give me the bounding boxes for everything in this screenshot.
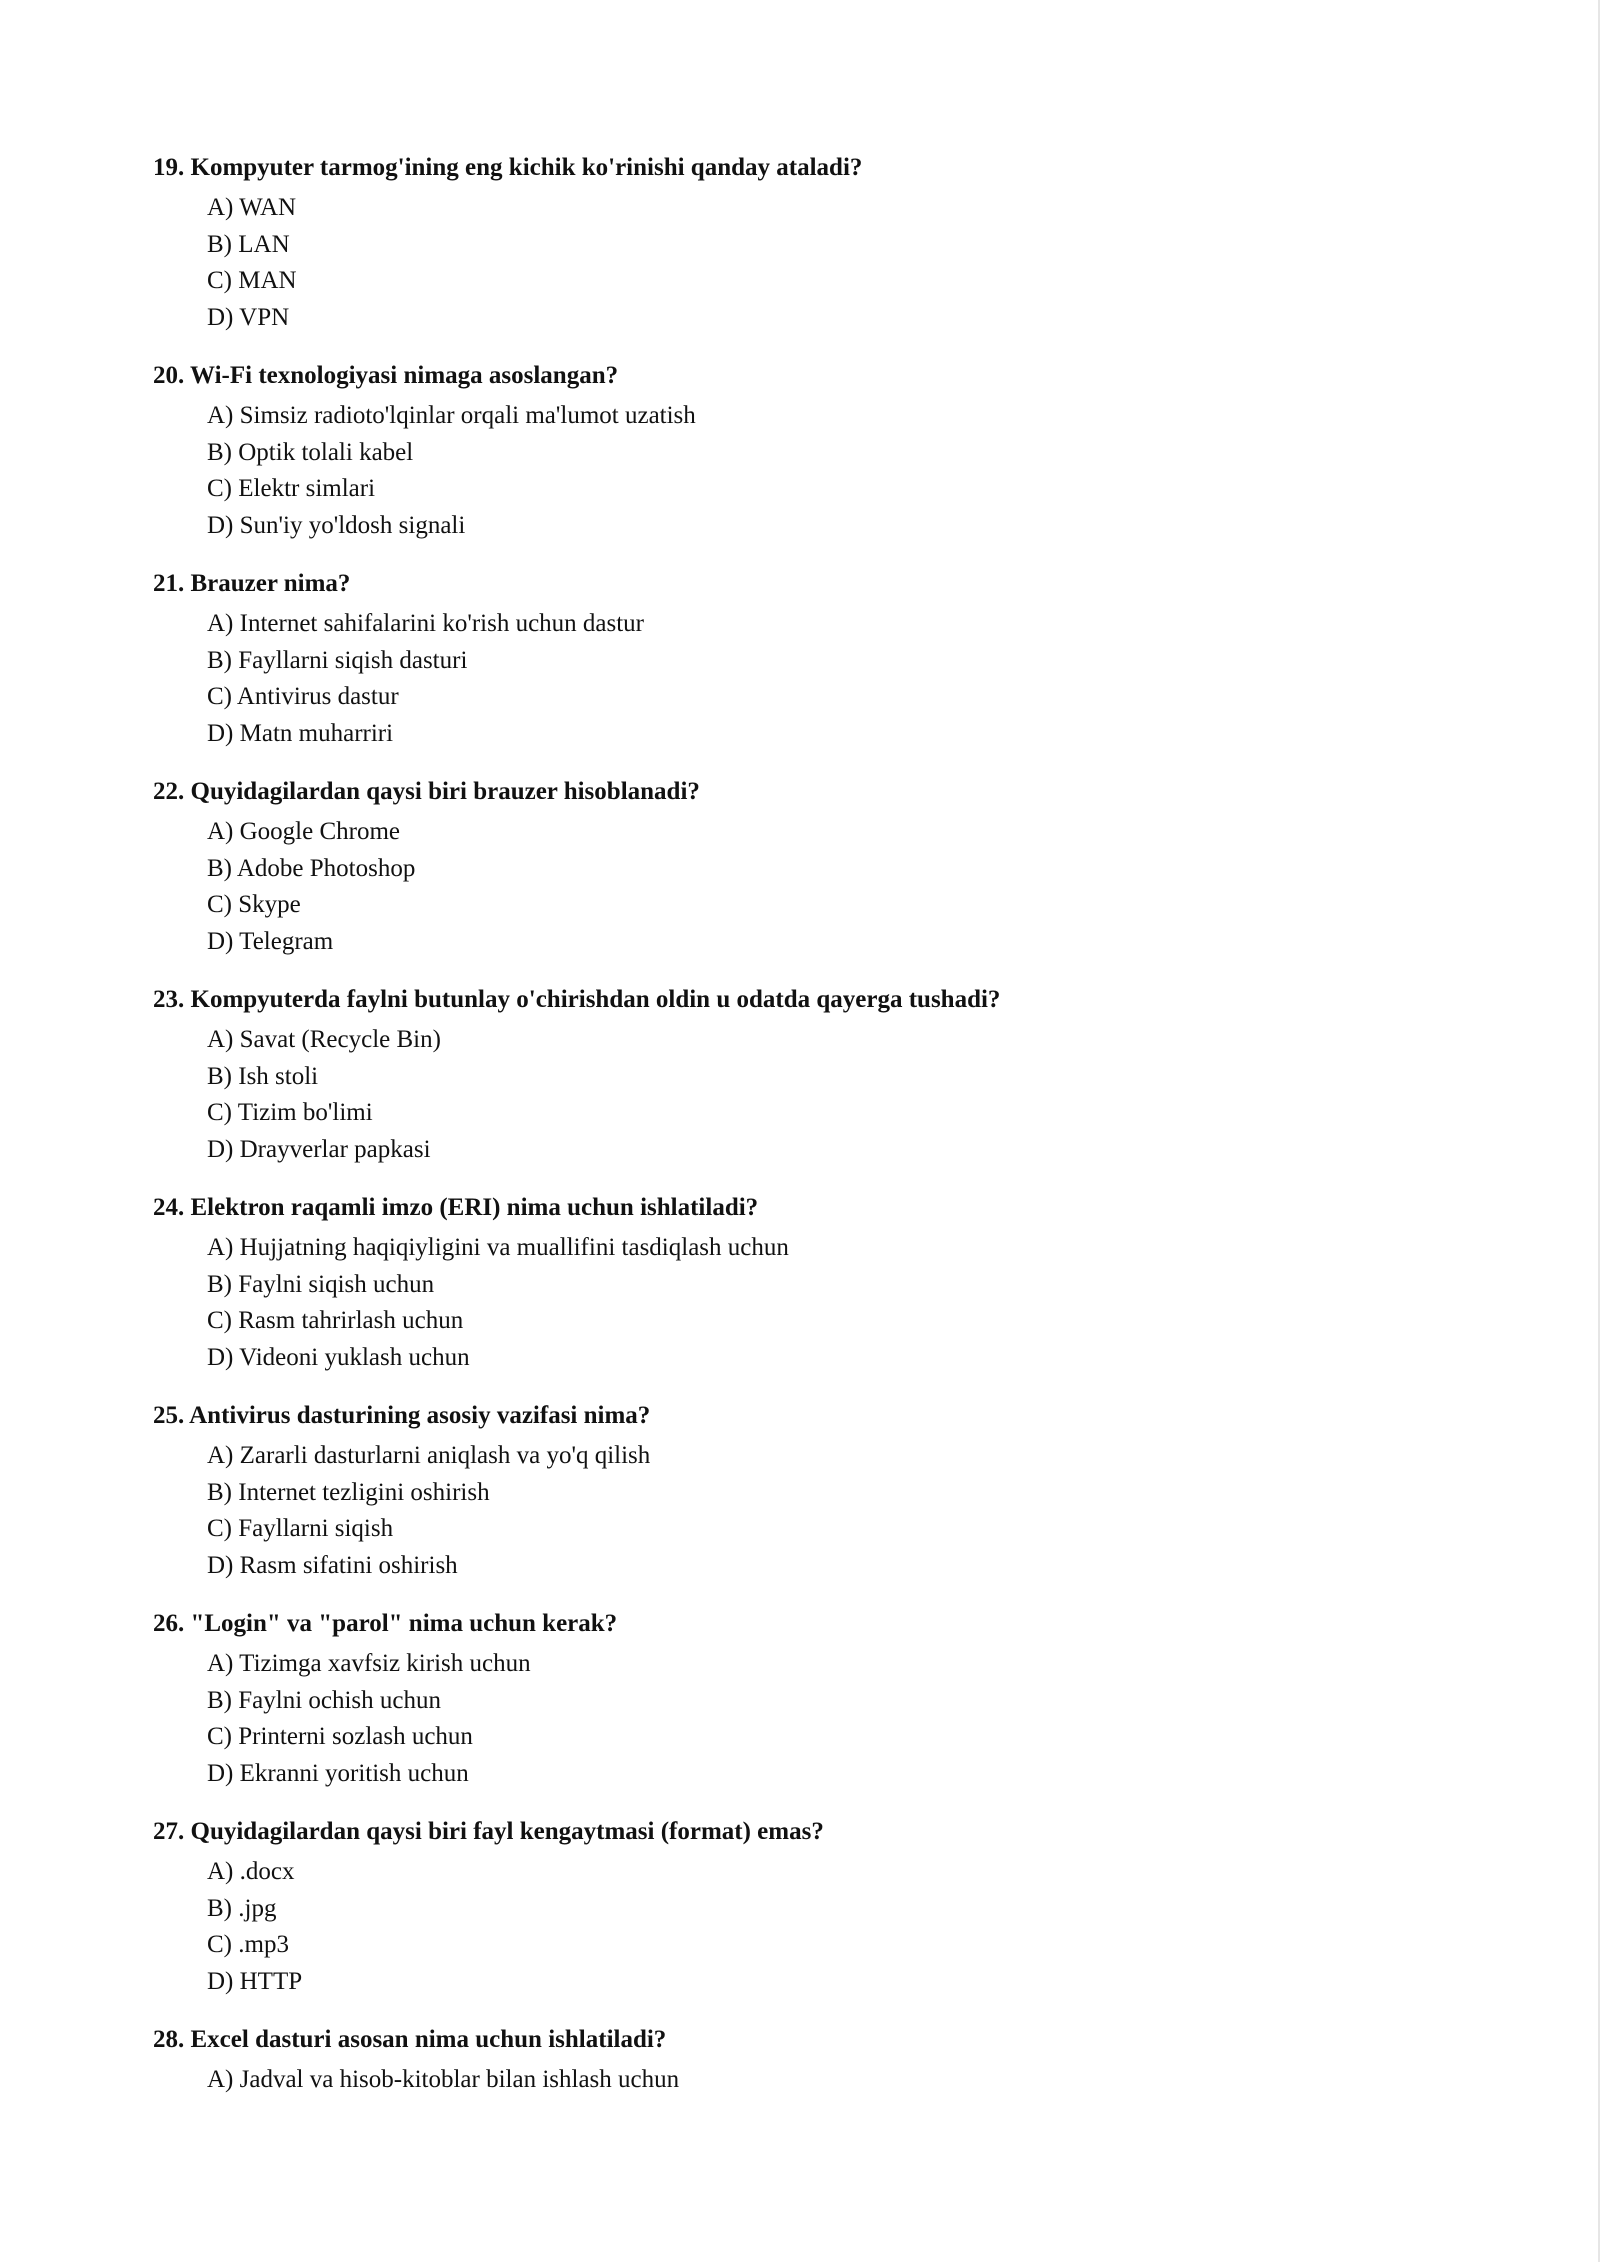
answer-option: D) Drayverlar papkasi (207, 1135, 431, 1163)
answer-option: A) Hujjatning haqiqiyligini va muallifini tasdiqlash uchun (207, 1234, 789, 1261)
answer-option: C) Antivirus dastur (207, 683, 399, 710)
answer-option: D) Rasm sifatini oshirish (207, 1551, 458, 1579)
answer-option: A) .docx (207, 1858, 295, 1885)
answer-options (153, 1646, 1453, 1792)
question-text: 26. "Login" va "parol" nima uchun kerak? (153, 1610, 618, 1637)
question-block (153, 358, 1453, 544)
answer-option: D) Videoni yuklash uchun (207, 1343, 470, 1371)
answer-option: A) Google Chrome (207, 818, 401, 845)
question-block (153, 774, 1453, 960)
question-text: 21. Brauzer nima? (153, 570, 351, 597)
answer-options (153, 1854, 1453, 2000)
answer-option: C) MAN (207, 267, 297, 294)
answer-option: A) Tizimga xavfsiz kirish uchun (207, 1650, 531, 1677)
answer-option: A) Zararli dasturlarni aniqlash va yo'q qilish (207, 1442, 651, 1469)
answer-option: B) .jpg (207, 1894, 277, 1922)
answer-options (153, 398, 1453, 544)
answer-option: A) Savat (Recycle Bin) (207, 1026, 441, 1053)
answer-option: D) Matn muharriri (207, 719, 394, 747)
answer-option: C) Printerni sozlash uchun (207, 1723, 473, 1750)
answer-options (153, 1230, 1453, 1376)
answer-option: D) HTTP (207, 1967, 303, 1995)
answer-option: A) Jadval va hisob-kitoblar bilan ishlash uchun (207, 2066, 680, 2093)
question-block (153, 1190, 1453, 1376)
answer-option: C) Skype (207, 891, 301, 918)
answer-option: B) Ish stoli (207, 1062, 319, 1090)
answer-options (153, 2062, 1453, 2099)
answer-option: B) Faylni ochish uchun (207, 1686, 442, 1714)
answer-options (153, 1022, 1453, 1168)
answer-option: D) Ekranni yoritish uchun (207, 1759, 469, 1787)
question-block (153, 2022, 1453, 2099)
question-block (153, 566, 1453, 752)
question-text: 22. Quyidagilardan qaysi biri brauzer hisoblanadi? (153, 778, 700, 805)
question-list (153, 150, 1453, 2121)
question-block (153, 1814, 1453, 2000)
answer-options (153, 814, 1453, 960)
answer-option: C) Elektr simlari (207, 475, 376, 502)
question-text: 25. Antivirus dasturining asosiy vazifasi nima? (153, 1402, 651, 1429)
answer-option: A) Internet sahifalarini ko'rish uchun dastur (207, 610, 645, 637)
question-text: 27. Quyidagilardan qaysi biri fayl kengaytmasi (format) emas? (153, 1818, 824, 1845)
answer-option: A) WAN (207, 194, 297, 221)
answer-option: D) Telegram (207, 927, 334, 955)
answer-option: D) Sun'iy yo'ldosh signali (207, 511, 466, 539)
answer-option: B) Faylni siqish uchun (207, 1270, 435, 1298)
question-block (153, 982, 1453, 1168)
question-text: 24. Elektron raqamli imzo (ERI) nima uchun ishlatiladi? (153, 1194, 759, 1221)
answer-option: B) Fayllarni siqish dasturi (207, 646, 468, 674)
answer-options (153, 606, 1453, 752)
question-block (153, 1398, 1453, 1584)
question-text: 23. Kompyuterda faylni butunlay o'chirishdan oldin u odatda qayerga tushadi? (153, 986, 1001, 1013)
answer-option: D) VPN (207, 303, 290, 331)
question-text: 28. Excel dasturi asosan nima uchun ishlatiladi? (153, 2026, 667, 2053)
answer-option: B) Optik tolali kabel (207, 438, 414, 466)
answer-option: B) LAN (207, 230, 290, 258)
answer-option: C) Tizim bo'limi (207, 1099, 373, 1126)
answer-options (153, 190, 1453, 336)
question-text: 20. Wi-Fi texnologiyasi nimaga asoslangan? (153, 362, 619, 389)
answer-options (153, 1438, 1453, 1584)
question-block (153, 150, 1453, 336)
answer-option: C) Fayllarni siqish (207, 1515, 394, 1542)
question-text: 19. Kompyuter tarmog'ining eng kichik ko'rinishi qanday ataladi? (153, 154, 863, 181)
answer-option: B) Internet tezligini oshirish (207, 1478, 490, 1506)
answer-option: C) Rasm tahrirlash uchun (207, 1307, 464, 1334)
answer-option: B) Adobe Photoshop (207, 854, 416, 882)
question-block (153, 1606, 1453, 1792)
answer-option: A) Simsiz radioto'lqinlar orqali ma'lumot uzatish (207, 402, 696, 429)
answer-option: C) .mp3 (207, 1931, 289, 1958)
